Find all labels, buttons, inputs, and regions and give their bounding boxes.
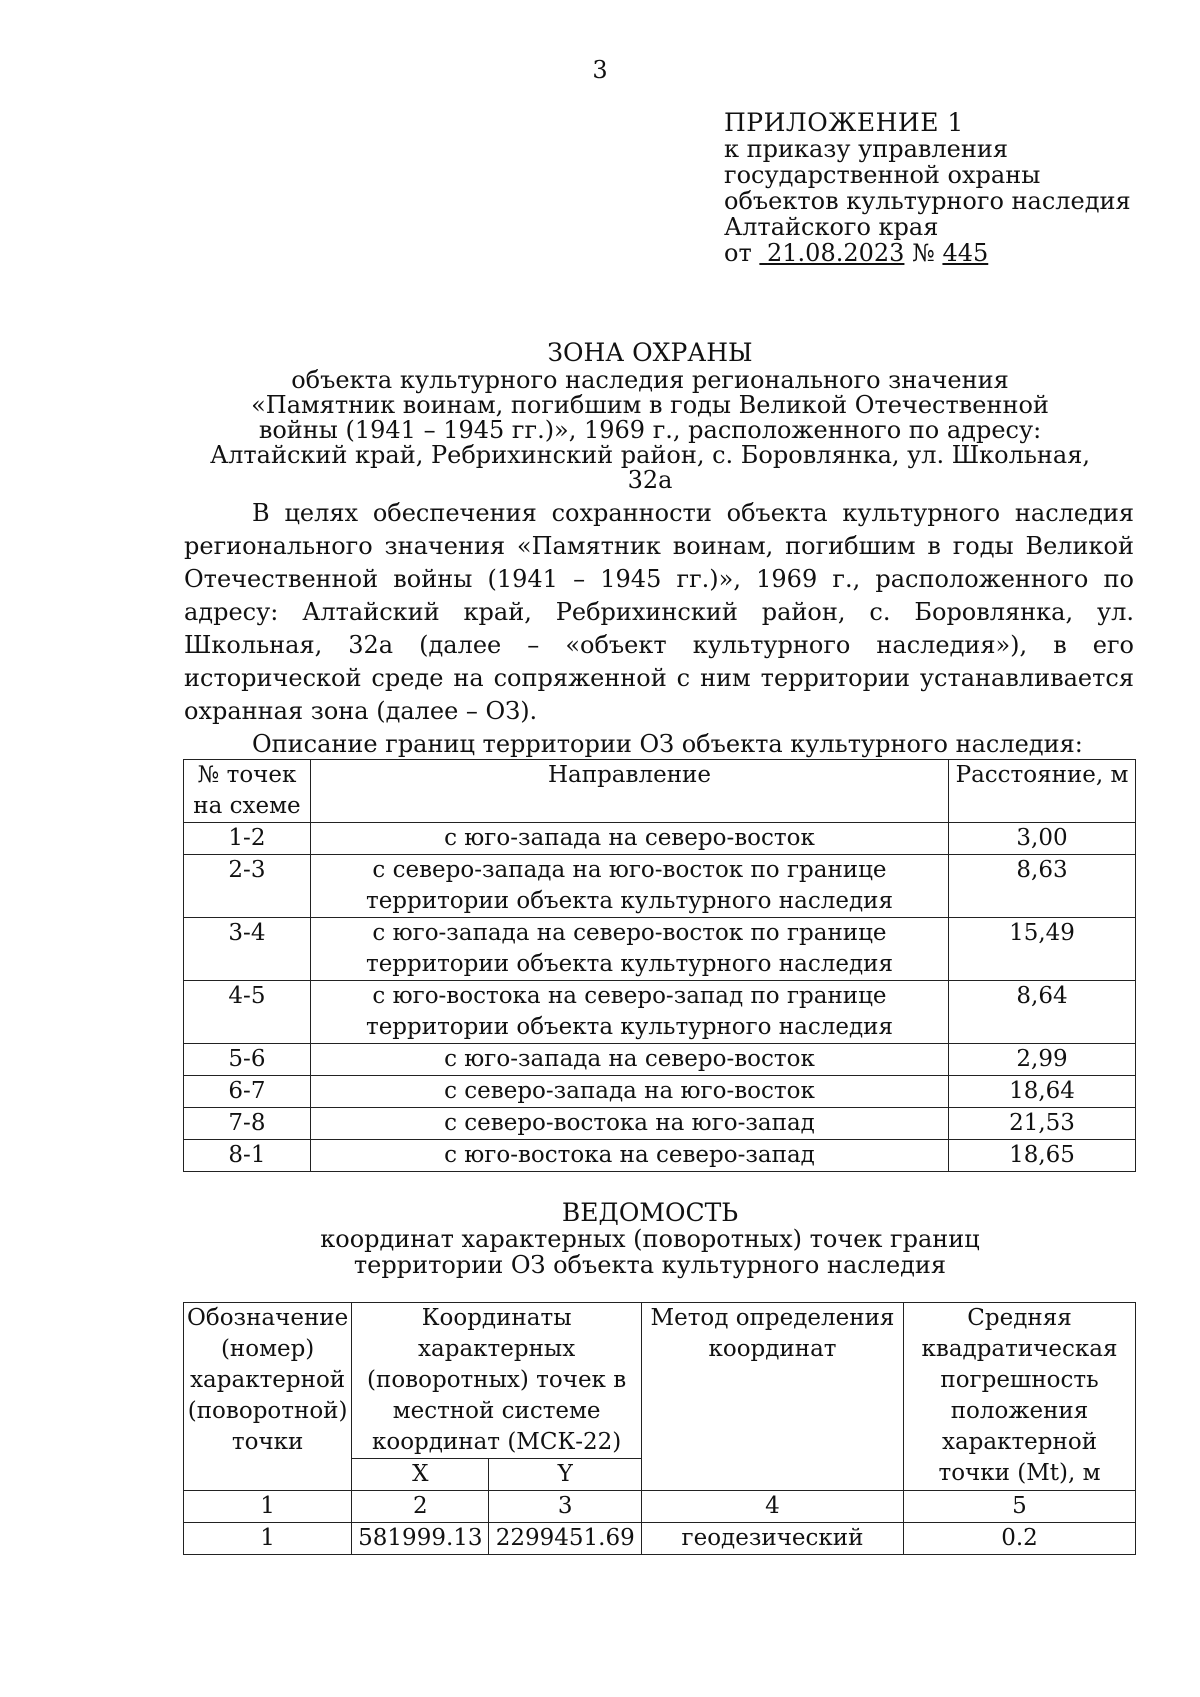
cell-points: 4-5 (184, 981, 311, 1044)
column-number: 3 (489, 1491, 642, 1523)
cell-x: 581999.13 (352, 1523, 489, 1555)
cell-distance: 15,49 (949, 918, 1136, 981)
cell-points: 3-4 (184, 918, 311, 981)
appendix-title: ПРИЛОЖЕНИЕ 1 (724, 108, 964, 137)
cell-points: 2-3 (184, 855, 311, 918)
zone-title: ЗОНА ОХРАНЫ (547, 338, 753, 367)
zone-line: Алтайский край, Ребрихинский район, с. Боровлянка, ул. Школьная, 32а (209, 441, 1091, 494)
table-row (184, 1044, 1136, 1076)
intro-paragraph: В целях обеспечения сохранности объекта культурного наследия регионального значения «Памятник воинам, погибшим в годы Великой Отечественной войны (1941 – 1945 гг.)», 1969 г., расположенного по адресу: Алтайский край, Ребрихинский район, с. Боровлянка, ул. Школьная, 32а (далее – «объект культурного наследия»), в его исторической среде на сопряженной с ним территории устанавливается охранная зона (далее – ОЗ). (184, 499, 1134, 725)
intro-paragraph: Описание границ территории ОЗ объекта культурного наследия: (252, 730, 1083, 758)
table-row (184, 855, 1136, 918)
cell-direction: с юго-запада на северо-восток (310, 1044, 948, 1076)
appendix-line: объектов культурного наследия (724, 187, 1131, 215)
cell-direction: с юго-востока на северо-запад по границе территории объекта культурного наследия (310, 981, 948, 1044)
table-header-row (184, 1303, 1136, 1459)
cell-distance: 21,53 (949, 1108, 1136, 1140)
statement-title: ВЕДОМОСТЬ (561, 1198, 739, 1227)
cell-designation: 1 (184, 1523, 352, 1555)
cell-distance: 3,00 (949, 823, 1136, 855)
cell-direction: с юго-запада на северо-восток (310, 823, 948, 855)
column-number-row (184, 1491, 1136, 1523)
header-designation: Обозначение (номер) характерной (поворотной) точки (184, 1303, 352, 1491)
header-y: Y (489, 1459, 642, 1491)
boundary-table (183, 759, 1136, 1172)
column-number: 1 (184, 1491, 352, 1523)
table-row (184, 981, 1136, 1044)
column-number: 5 (904, 1491, 1136, 1523)
cell-error: 0.2 (904, 1523, 1136, 1555)
table-row (184, 1523, 1136, 1555)
header-error: Средняя квадратическая погрешность положения характерной точки (Mt), м (904, 1303, 1136, 1491)
table-row (184, 1140, 1136, 1172)
zone-line: «Памятник воинам, погибшим в годы Великой Отечественной (251, 391, 1049, 419)
cell-y: 2299451.69 (489, 1523, 642, 1555)
table-row (184, 1076, 1136, 1108)
header-distance: Расстояние, м (949, 760, 1136, 823)
appendix-line: государственной охраны (724, 161, 1041, 189)
cell-direction: с северо-востока на юго-запад (310, 1108, 948, 1140)
cell-direction: с северо-запада на юго-восток по границе территории объекта культурного наследия (310, 855, 948, 918)
table-header-row (184, 760, 1136, 823)
header-direction: Направление (310, 760, 948, 823)
header-x: X (352, 1459, 489, 1491)
cell-direction: с юго-востока на северо-запад (310, 1140, 948, 1172)
zone-line: войны (1941 – 1945 гг.)», 1969 г., расположенного по адресу: (258, 416, 1042, 444)
cell-distance: 8,64 (949, 981, 1136, 1044)
cell-distance: 18,64 (949, 1076, 1136, 1108)
cell-direction: с юго-запада на северо-восток по границе территории объекта культурного наследия (310, 918, 948, 981)
cell-method: геодезический (642, 1523, 904, 1555)
zone-line: объекта культурного наследия регионального значения (291, 366, 1009, 394)
appendix-line: к приказу управления (724, 135, 1009, 163)
order-reference (724, 240, 1131, 266)
intro-text (184, 497, 1134, 761)
table-row (184, 823, 1136, 855)
cell-points: 1-2 (184, 823, 311, 855)
cell-points: 6-7 (184, 1076, 311, 1108)
order-number: 445 (942, 239, 989, 267)
page-number: 3 (592, 56, 608, 84)
statement-heading (190, 1200, 1110, 1278)
appendix-header (724, 110, 1131, 266)
cell-points: 7-8 (184, 1108, 311, 1140)
table-row (184, 918, 1136, 981)
cell-distance: 2,99 (949, 1044, 1136, 1076)
cell-distance: 8,63 (949, 855, 1136, 918)
statement-line: координат характерных (поворотных) точек границ (320, 1225, 980, 1253)
statement-line: территории ОЗ объекта культурного наследия (353, 1251, 947, 1279)
from-label: от (724, 239, 752, 267)
cell-distance: 18,65 (949, 1140, 1136, 1172)
zone-heading (190, 340, 1110, 493)
cell-direction: с северо-запада на юго-восток (310, 1076, 948, 1108)
header-method: Метод определения координат (642, 1303, 904, 1491)
table-row (184, 1108, 1136, 1140)
header-points: № точек на схеме (184, 760, 311, 823)
order-date: 21.08.2023 (767, 239, 905, 267)
coordinates-table (183, 1302, 1136, 1555)
number-label: № (912, 239, 935, 267)
header-coordinates: Координаты характерных (поворотных) точек в местной системе координат (МСК-22) (352, 1303, 642, 1459)
cell-points: 8-1 (184, 1140, 311, 1172)
column-number: 2 (352, 1491, 489, 1523)
cell-points: 5-6 (184, 1044, 311, 1076)
column-number: 4 (642, 1491, 904, 1523)
appendix-line: Алтайского края (724, 213, 939, 241)
